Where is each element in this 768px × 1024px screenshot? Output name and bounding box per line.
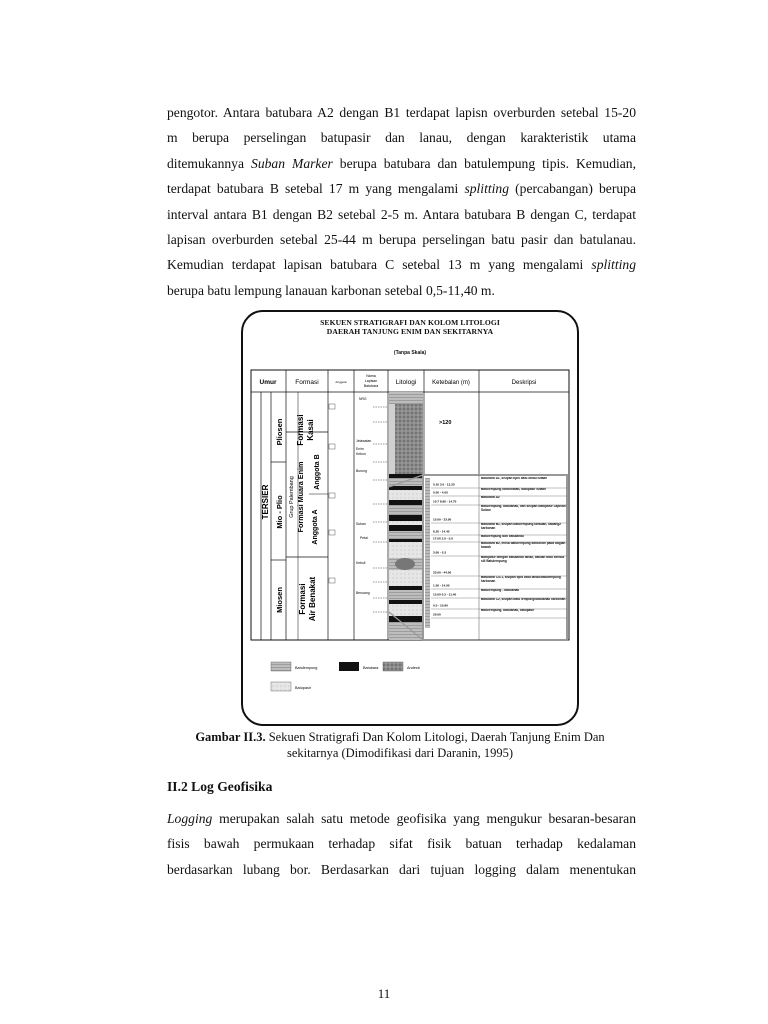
page-number: 11: [377, 986, 391, 1001]
seam-label-7: Kebuli: [356, 561, 366, 565]
umur-mio-plio: Mio - Plio: [275, 495, 284, 529]
formasi-kasai-1: Formasi: [296, 414, 305, 446]
text-line: interval antara B1 dengan B2 setebal 2-5 m. Antara batubara B dengan C, terdapat: [167, 206, 636, 222]
header-nama-2: Lapisan: [364, 379, 378, 383]
detail-description-3: Batulempung, batulanau, dan sisipan batupasir Lapisan Suban: [481, 505, 566, 512]
header-formasi: Formasi: [295, 379, 319, 386]
text-line: [167, 252, 636, 277]
text-run: merupakan salah satu metode geofisika yang mengukur besaran-besaran: [212, 811, 636, 826]
detail-thickness-6: 3.00 - 5.3: [433, 550, 447, 555]
legend-swatch-batubara: [339, 662, 359, 671]
header-litologi: Litologi: [395, 379, 417, 386]
italic-term: splitting: [464, 181, 510, 197]
litho-layer-2: [389, 486, 423, 490]
header-deskripsi: Deskripsi: [511, 380, 537, 386]
member-marker: [329, 404, 335, 409]
detail-desc-wrap-6: [481, 542, 567, 556]
litho-layer-4: [389, 500, 423, 505]
formasi-air-benakat-2: Air Benakat: [308, 576, 317, 622]
text-run: terdapat batubara B setebal 17 m yang mengalami: [167, 181, 465, 197]
anggota-a: Anggota A: [312, 509, 319, 545]
detail-thickness-3: 15.00 - 23.00: [433, 517, 452, 522]
litho-sill: [395, 558, 415, 570]
litho-kasai-edge: [389, 404, 395, 474]
detail-thickness-7: 23.00 - 44.00: [433, 570, 452, 575]
figure-title-line2: DAERAH TANJUNG ENIM DAN SEKITARNYA: [326, 327, 494, 336]
detail-desc-wrap-2: [481, 496, 567, 505]
thickness-big: >120: [439, 420, 452, 426]
text-line: berupa batu lempung lanauan karbonan setebal 0,5-11,40 m.: [167, 282, 495, 298]
detail-desc-wrap-4: [481, 523, 567, 535]
header-anggota: Anggota: [335, 380, 347, 384]
formasi-muara-enim: Formasi Muara Enim: [296, 461, 305, 533]
text-line: lapisan overburden setebal 25-44 m berupa perselingan batu pasir dan batulanau.: [167, 232, 636, 248]
detail-desc-wrap-5: [481, 535, 567, 542]
legend-label-batubara: Batubara: [363, 666, 379, 670]
paragraph-logging: [167, 806, 636, 882]
paragraph-overburden: [167, 100, 636, 303]
detail-description-11: Batulempung, batulanau, batupasir: [481, 609, 535, 612]
legend-swatch-andesit: [383, 662, 403, 671]
header-ketebalan: Ketebalan (m): [432, 380, 470, 386]
detail-thickness-1: 0.50 - 4.00: [433, 490, 448, 495]
text-line: fisis bawah permukaan terhadap sifat fisik batuan terhadap kedalaman: [167, 836, 636, 852]
text-line: m berupa perselingan batupasir dan lanau, dengan karakteristik utama: [167, 130, 636, 146]
litho-layer-9: [389, 531, 423, 539]
text-line: pengotor. Antara batubara A2 dengan B1 terdapat lapisn overburden setebal 15-20: [167, 105, 636, 120]
litho-layer-10: [389, 539, 423, 542]
detail-desc-wrap-9: [481, 589, 567, 598]
detail-thickness-10: 0.5 - 10.90: [433, 603, 448, 608]
legend-swatch-batulempung: [271, 662, 291, 671]
caption-label: Gambar II.3.: [195, 730, 266, 744]
litho-layer-17: [389, 604, 423, 616]
figure-title-line1: SEKUEN STRATIGRAFI DAN KOLOM LITOLOGI: [320, 318, 500, 327]
member-marker: [329, 444, 335, 449]
header-nama-1: Nama: [366, 374, 376, 378]
legend-label-batupasir: Batupasir: [295, 686, 312, 690]
legend-swatch-batupasir: [271, 682, 291, 691]
detail-description-1: Batulempung karbonatan, batupasir tufaan: [481, 488, 546, 491]
umur-miosen: Miosen: [275, 587, 284, 613]
seam-label-3: Kebon: [356, 452, 366, 456]
text-line: [167, 176, 636, 201]
detail-desc-wrap-7: [481, 556, 567, 576]
detail-description-5: Batulempung dan batulanau: [481, 535, 524, 538]
seam-label-5: Suban: [356, 522, 366, 526]
formasi-air-benakat-1: Formasi: [298, 583, 307, 615]
stratigraphic-column: [243, 312, 577, 724]
detail-litho-strip: [425, 478, 430, 628]
detail-description-9: Batulempung - batulanau: [481, 589, 520, 592]
detail-desc-wrap-3: [481, 505, 567, 523]
detail-description-2: Batubara A2: [481, 496, 500, 499]
figure-caption: [160, 729, 640, 761]
detail-thickness-0: 0.10 3.0 - 13.25: [433, 482, 455, 487]
detail-thickness-5: 17.00 2.0 - 5.0: [433, 536, 453, 541]
detail-desc-wrap-1: [481, 488, 567, 496]
detail-description-6: Batubara B2, lensa batulempung karbonan pada bagian bawah: [481, 542, 566, 549]
detail-thickness-11: 20.00: [433, 612, 441, 617]
detail-thickness-4: 8.20 - 14.45: [433, 529, 450, 534]
text-run: (percabangan) berupa: [509, 181, 636, 197]
litho-layer-19: [389, 622, 423, 640]
detail-thickness-9: 13.00 0.3 - 11.40: [433, 592, 457, 597]
litho-layer-6: [389, 515, 423, 521]
litho-layer-8: [389, 525, 423, 531]
detail-description-4: Batubara B1, sisipan batulempung lanauan, kadang2 karbonan: [481, 523, 562, 530]
detail-description-7: Batupasir dengan batulanau lanau, batuan batu bentuk sill Batulempung: [481, 556, 565, 563]
umur-tersier: TERSIER: [261, 484, 270, 520]
detail-description-0: Batubara A1, sisipan tipis batu lanau tufaan: [481, 477, 548, 480]
litho-layer-7: [389, 521, 423, 525]
seam-label-0: NRG: [359, 397, 367, 401]
member-marker: [329, 493, 335, 498]
litho-layer-11: [389, 542, 423, 558]
caption-text-2: sekitarnya (Dimodifikasi dari Daranin, 1995): [287, 746, 513, 760]
detail-thickness-8: 1.50 - 14.00: [433, 583, 450, 588]
litho-layer-5: [389, 505, 423, 515]
member-marker: [329, 578, 335, 583]
text-line: berdasarkan lubang bor. Berdasarkan dari tujuan logging dalam menentukan: [167, 861, 636, 877]
header-nama-3: Batubara: [363, 384, 379, 388]
stratigraphy-figure: [241, 310, 579, 726]
anggota-b: Anggota B: [314, 454, 321, 490]
text-line: [167, 151, 636, 176]
member-marker: [329, 530, 335, 535]
detail-desc-wrap-11: [481, 609, 567, 618]
detail-desc-wrap-8: [481, 576, 567, 589]
italic-term: Logging: [167, 811, 213, 826]
litho-layer-16: [389, 600, 423, 604]
legend-label-andesit: Andesit: [407, 666, 420, 670]
litho-layer-3: [389, 490, 423, 500]
litho-layer-15: [389, 590, 423, 600]
header-umur: Umur: [259, 379, 277, 386]
litho-layer-13: [389, 570, 423, 586]
caption-text-1: Sekuen Stratigrafi Dan Kolom Litologi, Daerah Tanjung Enim Dan: [265, 730, 605, 744]
seam-label-4: Burung: [356, 469, 367, 473]
detail-desc-wrap-0: [481, 477, 567, 488]
detail-description-10: Batubara C2, sisipan batu lempung/batulanau karbonan: [481, 598, 566, 601]
detail-desc-wrap-10: [481, 598, 567, 609]
umur-pliosen: Pliosen: [275, 418, 284, 446]
legend-label-batulempung: Batulempung: [295, 666, 318, 670]
text-run: Kemudian terdapat lapisan batubara C setebal 13 m yang mengalami: [167, 257, 592, 273]
detail-description-8: Batubara C/C1, sisipan tipis batu lanau/batulempung karbonan: [481, 576, 561, 583]
section-heading: II.2 Log Geofisika: [167, 779, 273, 794]
text-line: [167, 806, 636, 831]
italic-term: splitting: [591, 257, 636, 273]
italic-term: Suban Marker: [251, 155, 333, 171]
litho-layer-14: [389, 586, 423, 590]
text-run: ditemukannya: [167, 155, 252, 171]
detail-thickness-2: 10.7 8.80 - 14.75: [433, 499, 457, 504]
litho-kasai: [395, 404, 423, 474]
grup-palembang: Grup Palembang: [289, 476, 295, 518]
litho-top: [389, 392, 423, 404]
seam-label-2: Enim: [356, 447, 364, 451]
seam-label-1: Jelawatan: [356, 439, 372, 443]
formasi-kasai-2: Kasai: [306, 419, 315, 441]
figure-scale-note: (Tanpa Skala): [393, 350, 427, 356]
text-run: berupa batubara dan batulempung tipis. Kemudian,: [332, 155, 636, 171]
seam-label-6: Petai: [360, 536, 368, 540]
seam-label-8: Benuang: [356, 591, 370, 595]
